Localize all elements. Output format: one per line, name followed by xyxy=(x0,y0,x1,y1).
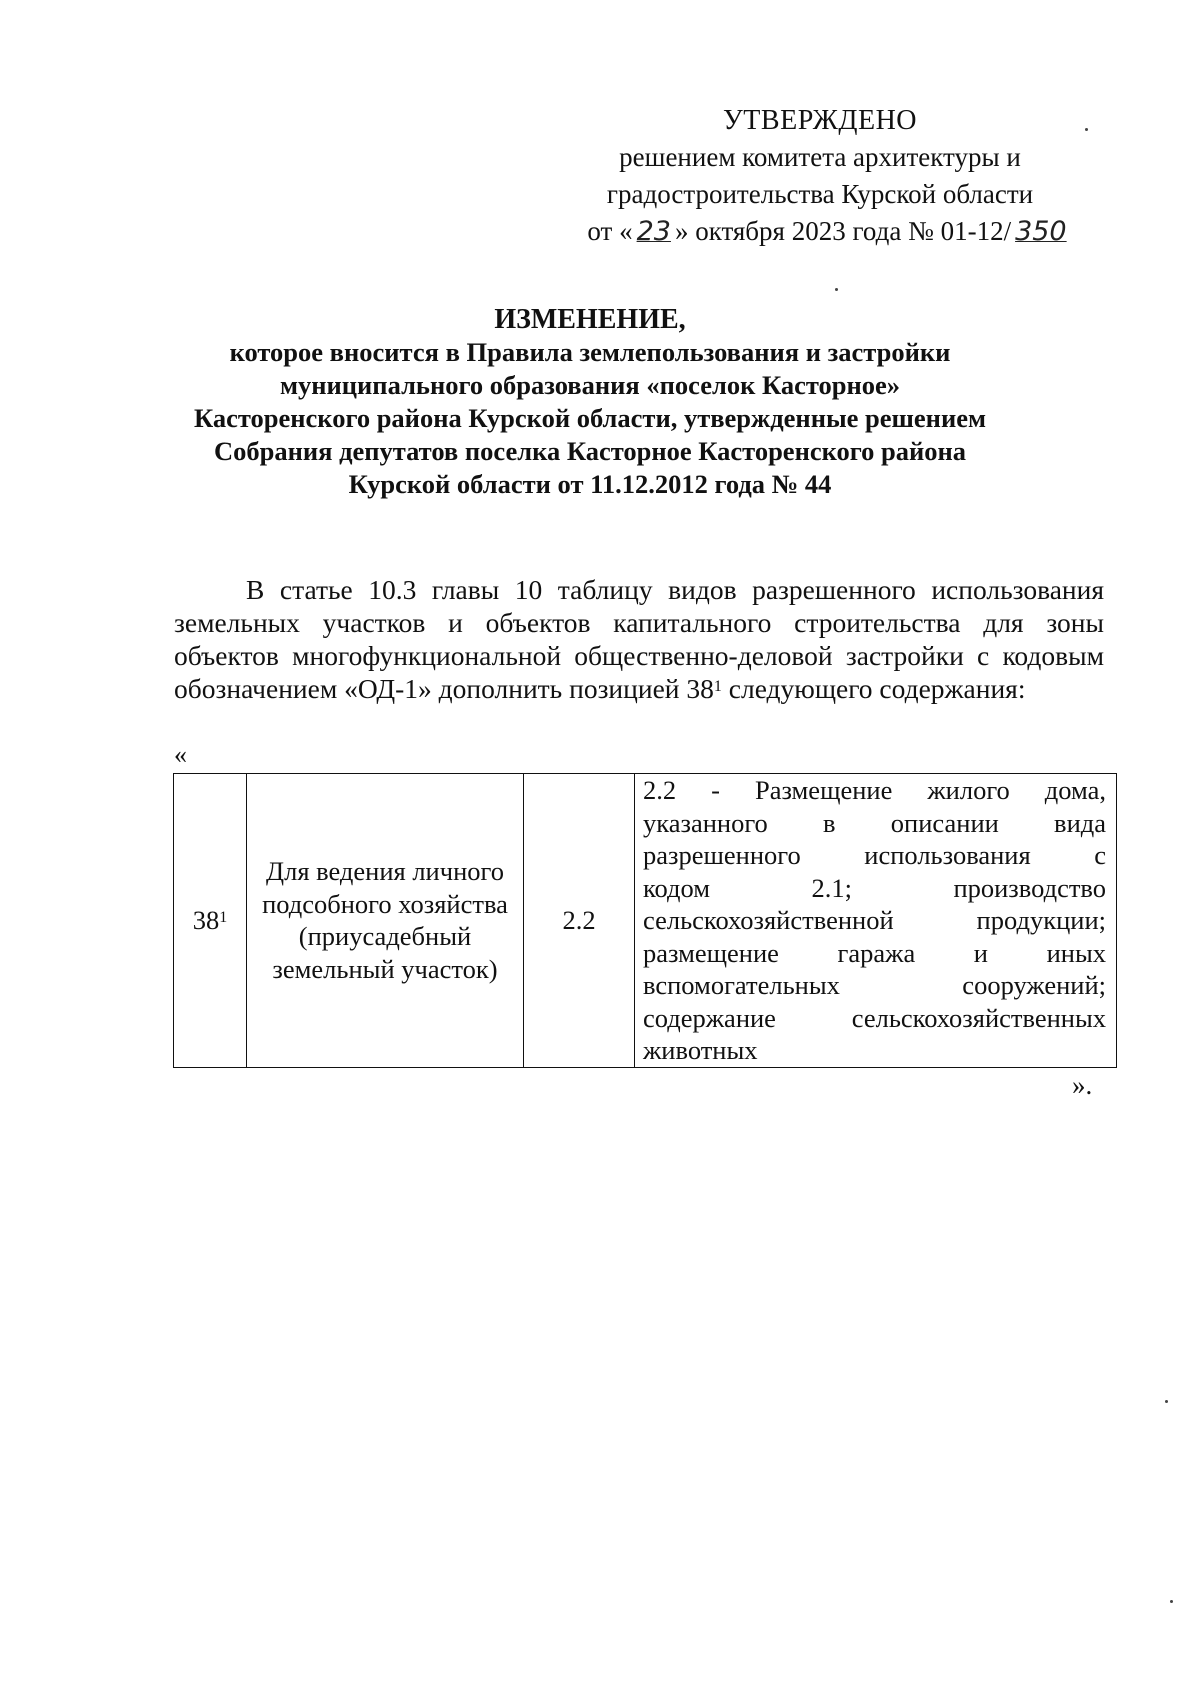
cell-use-name: Для ведения личного подсобного хозяйства (приусадебный земельный участок) xyxy=(247,774,524,1068)
heading-line: муниципального образования «поселок Касторное» xyxy=(279,370,901,400)
cell-position-number: $38^1$ xyxy=(174,774,247,1068)
handwritten-number: 350 xyxy=(1015,216,1067,247)
quote-open: « xyxy=(174,740,187,769)
description-line: кодом 2.1; производство xyxy=(643,872,1106,903)
heading-line: которое вносится в Правила землепользования и застройки xyxy=(229,337,951,367)
body-paragraph xyxy=(174,573,1104,705)
scan-speck xyxy=(1165,1400,1168,1403)
heading-line: Собрания депутатов поселка Касторное Касторенского района xyxy=(213,436,967,466)
paragraph-text-before: В статье 10.3 главы 10 таблицу видов разрешенного использования земельных участков и объектов капитального строительства для зоны объектов многофункциональной общественно-деловой застройки с кодовым обозначением «ОД-1» дополнить позицией 38 xyxy=(174,574,1104,704)
scan-speck xyxy=(1170,1600,1173,1603)
approval-block xyxy=(560,102,1080,250)
approval-line-1: решением комитета архитектуры и xyxy=(619,142,1021,172)
document-heading xyxy=(150,303,1030,501)
date-middle: » октября 2023 года № 01-12/ xyxy=(674,216,1012,246)
description-line: указанного в описании вида xyxy=(643,807,1106,838)
scan-speck xyxy=(835,288,838,291)
table-row xyxy=(174,774,1117,1068)
date-prefix: от « xyxy=(587,216,633,246)
handwritten-day: 23 xyxy=(636,216,671,247)
heading-line: Курской области от 11.12.2012 года № 44 xyxy=(348,469,832,499)
paragraph-superscript: 1 xyxy=(713,678,722,695)
amendment-table xyxy=(173,773,1117,1068)
heading-main: ИЗМЕНЕНИЕ, xyxy=(494,304,686,335)
description-line: разрешенного использования с xyxy=(643,840,1106,870)
quote-close: ». xyxy=(1072,1070,1093,1100)
description-line: вспомогательных сооружений; xyxy=(643,970,1106,1000)
approval-line-2: градостроительства Курской области xyxy=(606,179,1034,209)
approval-date-line xyxy=(560,213,1080,250)
paragraph-text-after: следующего содержания: xyxy=(721,673,1026,704)
description-line: содержание сельскохозяйственных xyxy=(643,1002,1106,1033)
scan-speck xyxy=(1085,128,1088,131)
position-superscript: 1 xyxy=(219,909,228,926)
heading-line: Касторенского района Курской области, утвержденные решением xyxy=(193,403,987,433)
description-line: животных xyxy=(643,1035,758,1065)
approval-title: УТВЕРЖДЕНО xyxy=(722,105,918,136)
cell-use-code: 2.2 xyxy=(524,774,635,1068)
description-line: сельскохозяйственной продукции; xyxy=(643,905,1106,935)
cell-use-description xyxy=(635,774,1117,1068)
description-line: размещение гаража и иных xyxy=(643,937,1106,968)
description-line: 2.2 - Размещение жилого дома, xyxy=(643,775,1106,805)
